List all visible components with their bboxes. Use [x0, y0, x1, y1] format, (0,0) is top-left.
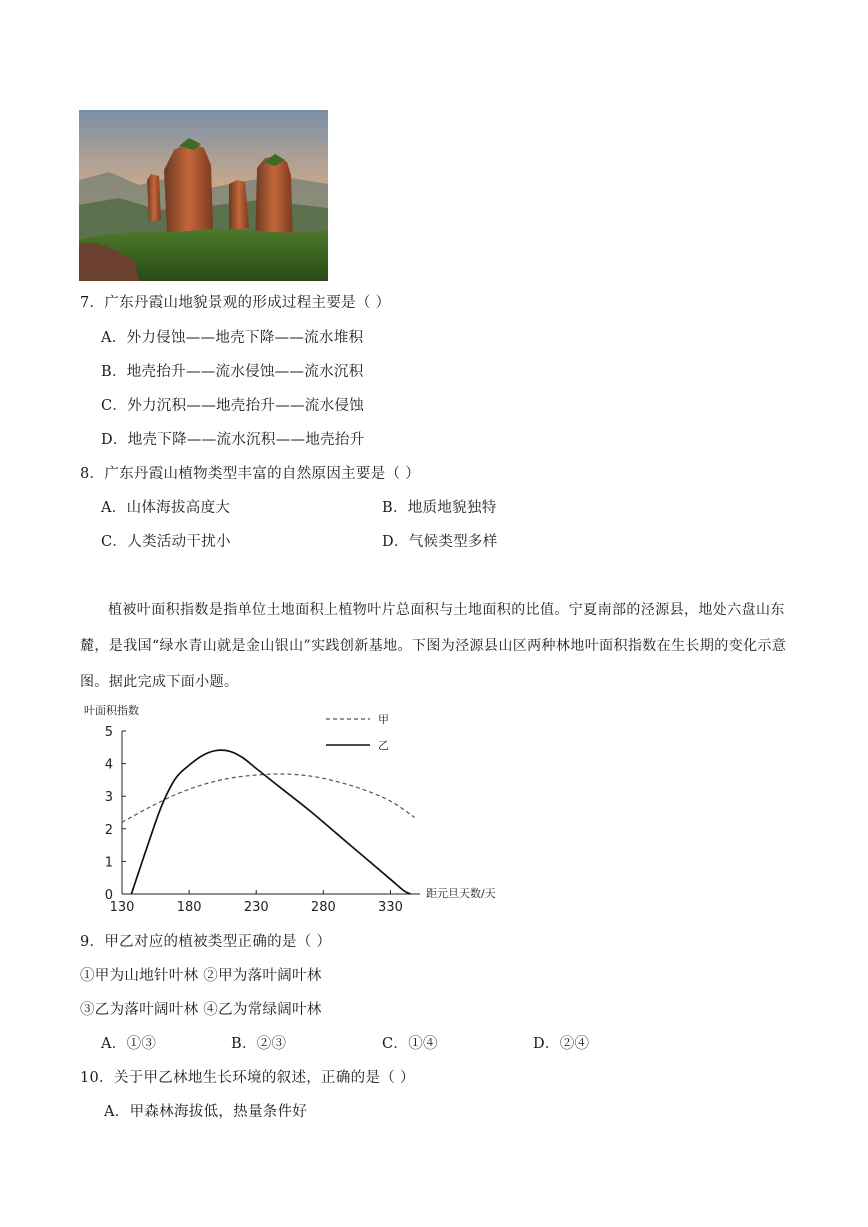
legend-label-jia: 甲 [378, 713, 389, 726]
series-line-yi [131, 750, 410, 894]
x-tick-label: 330 [378, 900, 403, 915]
question-7-option-b: B．地壳抬升——流水侵蚀——流水沉积 [101, 364, 364, 380]
danxia-landscape-image [79, 110, 328, 281]
leaf-area-index-chart [80, 700, 520, 920]
question-8-option-d: D．气候类型多样 [382, 534, 498, 550]
question-10-stem: 10．关于甲乙林地生长环境的叙述，正确的是（ ） [80, 1070, 415, 1086]
question-8-stem: 8．广东丹霞山植物类型丰富的自然原因主要是（ ） [80, 466, 421, 482]
y-tick-label: 3 [104, 790, 113, 806]
y-tick-label: 5 [104, 725, 113, 740]
legend-label-yi: 乙 [378, 739, 389, 752]
question-9-option-d: D．②④ [533, 1036, 590, 1052]
question-9-statements-1: ①甲为山地针叶林 ②甲为落叶阔叶林 [80, 968, 322, 984]
y-tick-label: 0 [104, 888, 113, 903]
y-axis-label: 叶面积指数 [84, 704, 139, 717]
question-7-option-a: A．外力侵蚀——地壳下降——流水堆积 [101, 330, 364, 346]
y-tick-label: 4 [104, 757, 113, 773]
x-tick-label: 130 [109, 900, 135, 915]
x-axis-label: 距元旦天数/天 [426, 887, 496, 900]
question-7-stem: 7．广东丹霞山地貌景观的形成过程主要是（ ） [80, 295, 391, 311]
question-7-option-d: D．地壳下降——流水沉积——地壳抬升 [101, 432, 365, 448]
y-tick-label: 2 [104, 822, 113, 838]
question-8-option-a: A．山体海拔高度大 [101, 500, 231, 516]
x-tick-label: 230 [243, 900, 269, 915]
question-7-option-c: C．外力沉积——地壳抬升——流水侵蚀 [101, 398, 364, 414]
chart-series [122, 750, 415, 894]
question-8-option-c: C．人类活动干扰小 [101, 534, 231, 550]
y-tick-label: 1 [104, 855, 113, 871]
chart-legend [326, 713, 389, 752]
question-10-option-a: A．甲森林海拔低，热量条件好 [104, 1104, 308, 1120]
question-9-stem: 9．甲乙对应的植被类型正确的是（ ） [80, 934, 332, 950]
danxia-landform-photo [79, 110, 328, 281]
question-9-option-c: C．①④ [382, 1036, 438, 1052]
question-9-option-b: B．②③ [231, 1036, 287, 1052]
x-tick-label: 180 [176, 900, 202, 915]
x-tick-label: 280 [310, 900, 336, 915]
chart-axes [105, 725, 420, 915]
question-8-option-b: B．地质地貌独特 [382, 500, 497, 516]
question-9-statements-2: ③乙为落叶阔叶林 ④乙为常绿阔叶林 [80, 1002, 322, 1018]
reading-passage: 植被叶面积指数是指单位土地面积上植物叶片总面积与土地面积的比值。宁夏南部的泾源县，地处六盘山东麓，是我国“绿水青山就是金山银山”实践创新基地。下图为泾源县山区两种林地叶面积指数在生长期的变化示意图。据此完成下面小题。 [80, 602, 787, 690]
question-9-option-a: A．①③ [101, 1036, 157, 1052]
